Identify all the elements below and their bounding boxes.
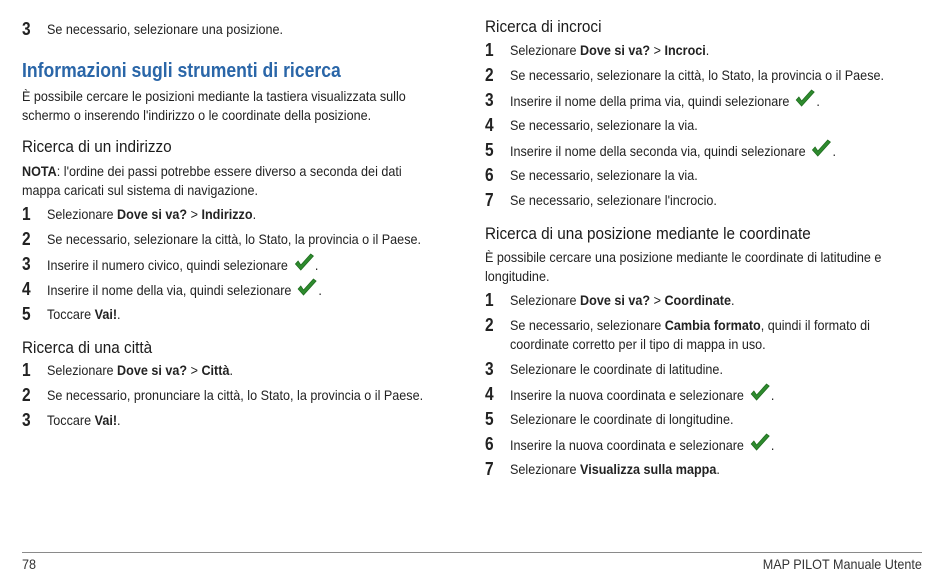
step-text: Inserire la nuova coordinata e selezionare . bbox=[510, 383, 774, 409]
step-text: Se necessario, pronunciare la città, lo Stato, la provincia o il Paese. bbox=[47, 387, 424, 403]
checkmark-icon bbox=[795, 89, 817, 115]
note bbox=[22, 162, 402, 181]
step-text: Se necessario, selezionare la via. bbox=[510, 167, 698, 183]
step-number: 7 bbox=[485, 190, 494, 210]
step-number: 5 bbox=[485, 409, 494, 429]
step-number: 1 bbox=[22, 204, 31, 224]
menu-path-address: Indirizzo bbox=[201, 206, 253, 222]
step-number: 7 bbox=[485, 459, 494, 479]
intro-line: È possibile cercare una posizione mediante le coordinate di latitudine e bbox=[485, 249, 882, 265]
step-number: 4 bbox=[485, 115, 494, 135]
intro-line: longitudine. bbox=[485, 268, 550, 284]
note-label: NOTA bbox=[22, 163, 57, 179]
step-text: Se necessario, selezionare la via. bbox=[510, 117, 698, 133]
intro-line: È possibile cercare le posizioni mediante la tastiera visualizzata sullo bbox=[22, 88, 406, 104]
menu-path-where-to: Dove si va? bbox=[580, 292, 651, 308]
step-number: 6 bbox=[485, 434, 494, 454]
step-number: 1 bbox=[22, 360, 31, 380]
intersection-heading: Ricerca di incroci bbox=[485, 17, 602, 36]
section-title: Informazioni sugli strumenti di ricerca bbox=[22, 60, 341, 82]
step-text: Toccare Vai!. bbox=[47, 412, 121, 428]
step-text: Selezionare le coordinate di latitudine. bbox=[510, 361, 723, 377]
step-number: 3 bbox=[485, 359, 494, 379]
step-number: 1 bbox=[485, 40, 494, 60]
checkmark-icon bbox=[297, 278, 319, 304]
note-text: : l'ordine dei passi potrebbe essere diverso a seconda dei dati bbox=[56, 163, 402, 179]
menu-path-go: Vai! bbox=[94, 412, 118, 428]
step-text: Inserire il nome della prima via, quindi selezionare . bbox=[510, 89, 820, 115]
step-number: 2 bbox=[22, 229, 31, 249]
step-text: Selezionare Dove si va? > Incroci. bbox=[510, 42, 710, 58]
menu-path-city: Città bbox=[201, 362, 230, 378]
step-text: Selezionare Dove si va? > Coordinate. bbox=[510, 292, 735, 308]
checkmark-icon bbox=[749, 383, 771, 409]
step-number: 3 bbox=[22, 254, 31, 274]
note-text: mappa caricati sul sistema di navigazione. bbox=[22, 182, 259, 198]
step-number: 3 bbox=[485, 90, 494, 110]
step-text: Inserire il nome della via, quindi selezionare . bbox=[47, 278, 322, 304]
menu-path-view-on-map: Visualizza sulla mappa bbox=[580, 461, 717, 477]
step-text: Selezionare le coordinate di longitudine. bbox=[510, 411, 734, 427]
menu-path-where-to: Dove si va? bbox=[580, 42, 651, 58]
menu-path-change-format: Cambia formato bbox=[664, 317, 761, 333]
step-text: Se necessario, selezionare Cambia formato, quindi il formato di bbox=[510, 317, 870, 333]
step-number: 2 bbox=[485, 315, 494, 335]
step-text: coordinate corretto per il tipo di mappa in uso. bbox=[510, 336, 766, 352]
intro-line: schermo o inserendo l'indirizzo o le coordinate della posizione. bbox=[22, 107, 372, 123]
footer-divider bbox=[22, 552, 922, 553]
menu-path-intersections: Incroci bbox=[664, 42, 706, 58]
address-heading: Ricerca di un indirizzo bbox=[22, 137, 172, 156]
step-number: 5 bbox=[22, 304, 31, 324]
menu-path-go: Vai! bbox=[94, 306, 118, 322]
page-number: 78 bbox=[22, 556, 37, 572]
step-number: 3 bbox=[22, 410, 31, 430]
step-text: Selezionare Dove si va? > Indirizzo. bbox=[47, 206, 257, 222]
step-text: Se necessario, selezionare la città, lo Stato, la provincia o il Paese. bbox=[47, 231, 422, 247]
step-number: 4 bbox=[22, 279, 31, 299]
step-number: 2 bbox=[22, 385, 31, 405]
step-text: Inserire la nuova coordinata e selezionare . bbox=[510, 433, 774, 459]
menu-path-where-to: Dove si va? bbox=[117, 206, 188, 222]
step-text: Se necessario, selezionare la città, lo Stato, la provincia o il Paese. bbox=[510, 67, 885, 83]
checkmark-icon bbox=[749, 433, 771, 459]
coordinates-heading: Ricerca di una posizione mediante le coordinate bbox=[485, 224, 811, 243]
step-text: Se necessario, selezionare l'incrocio. bbox=[510, 192, 717, 208]
step-number: 4 bbox=[485, 384, 494, 404]
menu-path-where-to: Dove si va? bbox=[117, 362, 188, 378]
step-number: 2 bbox=[485, 65, 494, 85]
checkmark-icon bbox=[811, 139, 833, 165]
step-number: 3 bbox=[22, 19, 31, 39]
step-text: Inserire il numero civico, quindi selezionare . bbox=[47, 253, 318, 279]
menu-path-coordinates: Coordinate bbox=[664, 292, 731, 308]
step-number: 1 bbox=[485, 290, 494, 310]
step-number: 6 bbox=[485, 165, 494, 185]
step-text: Toccare Vai!. bbox=[47, 306, 121, 322]
step-number: 5 bbox=[485, 140, 494, 160]
step-text: Selezionare Dove si va? > Città. bbox=[47, 362, 233, 378]
manual-title: MAP PILOT Manuale Utente bbox=[762, 556, 922, 572]
step-text: Se necessario, selezionare una posizione. bbox=[47, 21, 284, 37]
city-heading: Ricerca di una città bbox=[22, 338, 153, 357]
step-text: Inserire il nome della seconda via, quindi selezionare . bbox=[510, 139, 836, 165]
checkmark-icon bbox=[293, 253, 315, 279]
step-text: Selezionare Visualizza sulla mappa. bbox=[510, 461, 720, 477]
